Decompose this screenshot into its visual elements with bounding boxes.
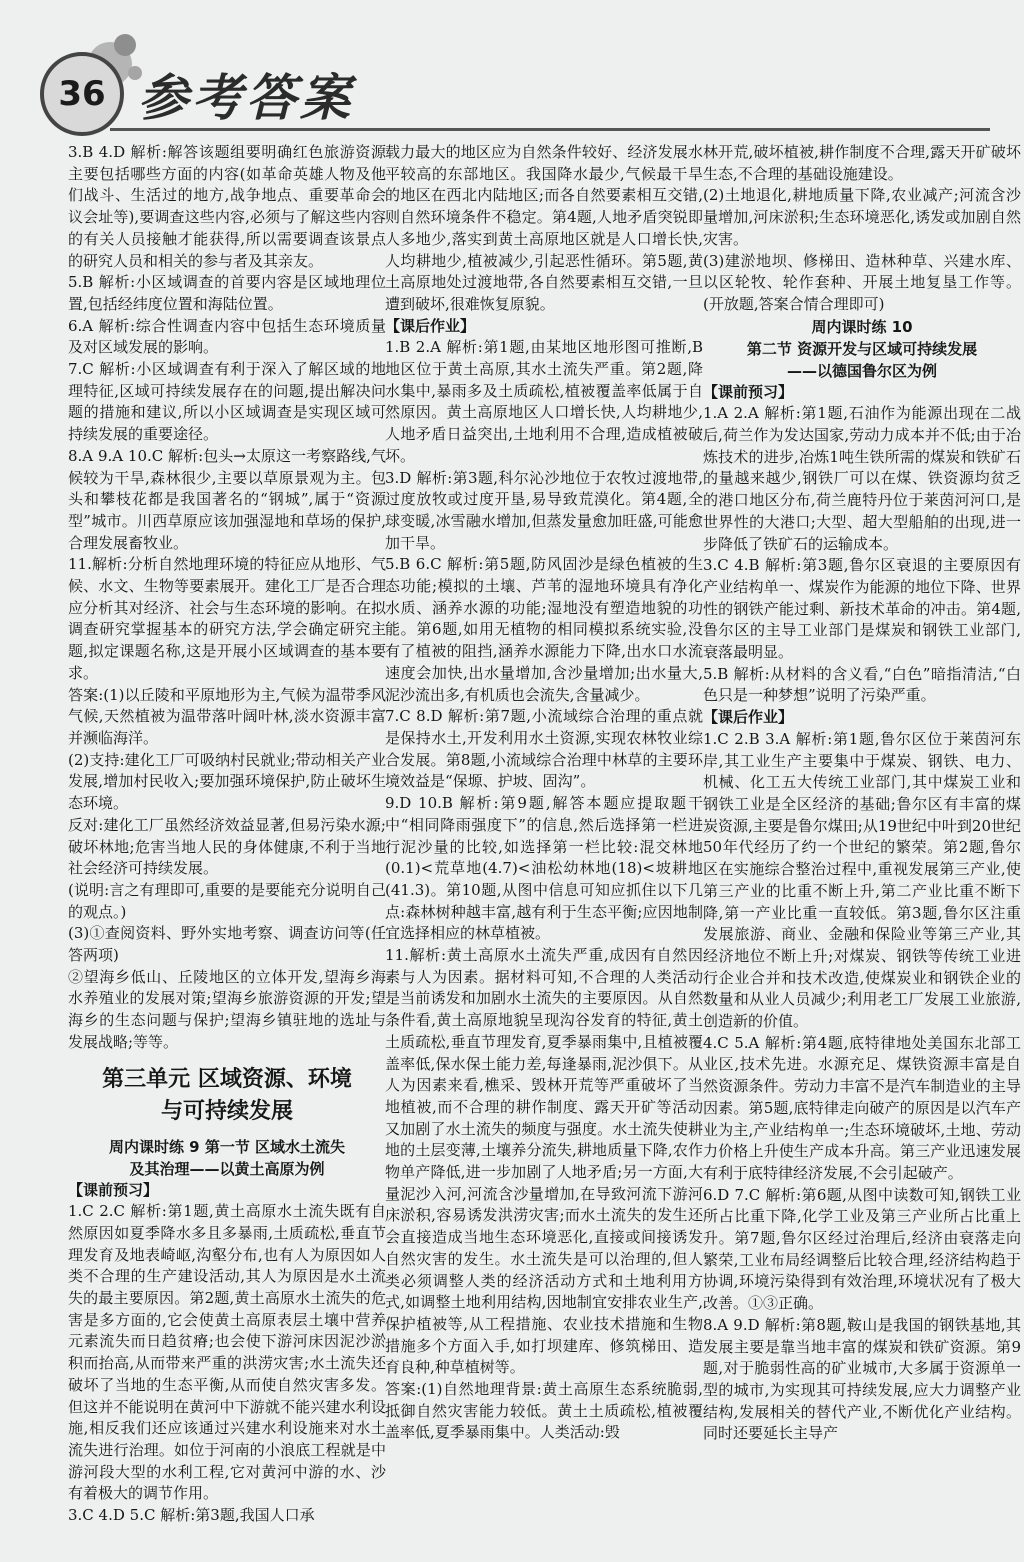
answer-paragraph: 1.C 2.B 3.A 解析:第1题,鲁尔区位于莱茵河东岸,其工业生产主要集中于煤炭、钢铁、电力、机械、化工五大传统工业部门,其中煤炭工业和钢铁工业是全区经济的基础;鲁尔区有丰富的煤炭资源,主要是鲁尔煤田;从19世纪中叶到20世纪50年代经历了约一个世纪的繁荣。第2题,鲁尔区在实施综合整治过程中,重视发展第三产业,使第三产业的比重不断上升,第二产业比重不断下降,第一产业比重一直较低。第3题,鲁尔区注重发展旅游、商业、金融和保险业等第三产业,其经济地位不断上升;对煤炭、钢铁等传统工业进行企业合并和技术改造,使煤炭业和钢铁企业的数量和从业人员减少;利用老工厂发展工业旅游,创造新的价值。 [703,729,1021,1031]
page-number: 36 [58,74,106,114]
header-title: 参考答案 [138,69,354,127]
answer-paragraph: 7.C 8.D 解析:第7题,小流域综合治理的重点就是保持水土,开发利用水土资源,实现农林牧业综合发展。第8题,小流域综合治理中林草的主要环境效益是“保塬、护坡、固沟”。 [385,707,703,791]
answer-paragraph: 8.A 9.A 10.C 解析:包头→太原这一考察路线,气候较为干旱,森林很少,主要以草原景观为主。包头和攀枝花都是我国著名的“钢城”,属于“资源型”城市。川西草原应该加强湿地和草场的保护,合理发展畜牧业。 [68,446,386,552]
answer-paragraph: 答案:(1)自然地理背景:黄土高原生态系统脆弱,抵御自然灾害能力较低。黄土土质疏松,植被覆盖率低,夏季暴雨集中。人类活动:毁 [385,1380,703,1442]
answer-paragraph: 反对:建化工厂虽然经济效益显著,但易污染水源;破坏林地;危害当地人民的身体健康,不利于当地社会经济可持续发展。 [68,815,386,878]
answer-paragraph: 载力最大的地区应为自然条件较好、经济发展水平较高的东部地区。我国降水最少,气候最干旱的地区在西北内陆地区;而各自然要素相互交错,则自然环境条件不稳定。第4题,人地矛盾突锐即人多地少,落实到黄土高原地区就是人口增长快,人均耕地少,植被减少,引起恶性循环。第5题,黄土高原地处过渡地带,各自然要素相互交错,一旦遭到破坏,很难恢复原貌。 [385,143,703,313]
answer-paragraph: 9.D 10.B 解析:第9题,解答本题应提取题干中“相同降雨强度下”的信息,然后选择第一栏进行泥沙量的比较,如选择第一栏比较:混交林地(0.1)<荒草地(4.7)<油松幼林地(18)<坡耕地(41.3)。第10题,从图中信息可知应抓住以下几点:森林树种越丰富,越有利于生态平衡;应因地制宜选择相应的林草植被。 [385,794,703,943]
answer-paragraph: 6.D 7.C 解析:第6题,从图中读数可知,钢铁工业所占比重下降,化学工业及第三产业所占比重上升。第7题,鲁尔区经过治理后,经济由衰落走向繁荣,工业布局经调整后比较合理,经济结构趋于协调,环境污染得到有效治理,环境状况有了极大改善。①③正确。 [703,1185,1021,1313]
answer-paragraph: 林开荒,破坏植被,耕作制度不合理,露天开矿破坏生态,不合理的基础设施建设。 [703,143,1021,183]
section-title [703,316,1021,382]
section-title-line: ——以德国鲁尔区为例 [786,361,937,380]
answer-paragraph: 1.C 2.C 解析:第1题,黄土高原水土流失既有自然原因如夏季降水多且多暴雨,土质疏松,垂直节理发育及地表崎岖,沟壑分布,也有人为原因如人类不合理的生产建设活动,其人为原因是水土流失的最主要原因。第2题,黄土高原水土流失的危害是多方面的,它会使黄土高原表层土壤中营养元素流失而日趋贫瘠;也会使下游河床因泥沙淤积而抬高,从而带来严重的洪涝灾害;水土流失还破坏了当地的生态平衡,从而使自然灾害多发。但这并不能说明在黄河中下游就不能兴建水利设施,相反我们还应该通过兴建水利设施来对水土流失进行治理。如位于河南的小浪底工程就是中游河段大型的水利工程,它对黄河中游的水、沙有着极大的调节作用。 [68,1202,386,1503]
answer-paragraph: 5.B 解析:小区域调查的首要内容是区域地理位置,包括经纬度位置和海陆位置。 [68,273,386,313]
answer-paragraph: 3.B 4.D 解析:解答该题组要明确红色旅游资源主要包括哪些方面的内容(如革命英雄人物及他们战斗、生活过的地方,战争地点、重要革命会议会址等),要调查这些内容,必须与了解这些内容的有关人员接触才能获得,所以需要调查该景点的研究人员和相关的参与者及其亲友。 [68,143,386,270]
answer-paragraph: (说明:言之有理即可,重要的是要能充分说明自己的观点。) [68,880,386,921]
answer-paragraph: 11.解析:分析自然地理环境的特征应从地形、气候、水文、生物等要素展开。建化工厂是否合理应分析其对经济、社会与生态环境的影响。在拟调查研究掌握基本的研究方法,学会确定研究主题,拟定课题名称,这是开展小区域调查的基本要求。 [68,555,386,682]
answer-paragraph: 1.A 2.A 解析:第1题,石油作为能源出现在二战后,荷兰作为发达国家,劳动力成本并不低;由于冶炼技术的进步,冶炼1吨生铁所需的煤炭和铁矿石的量越来越少,钢铁厂可以在煤、铁资源均贫乏的港口地区分布,荷兰鹿特丹位于莱茵河河口,是世界性的大港口;大型、超大型船舶的出现,进一步降低了铁矿石的运输成本。 [703,404,1021,553]
column-middle [385,142,703,1444]
answer-paragraph: 5.B 解析:从材料的含义看,“白色”暗指清洁,“白色只是一种梦想”说明了污染严重。 [703,664,1021,705]
post-class-label: 【 课后作业 】 [385,316,703,338]
answer-paragraph: 11.解析:黄土高原水土流失严重,成因有自然因素与人为因素。据材料可知,不合理的人类活动是当前诱发和加剧水土流失的主要原因。从自然条件看,黄土高原地貌呈现沟谷发育的特征,黄土土质疏松,垂直节理发育,夏季暴雨集中,且植被覆盖率低,保水保土能力差,每逢暴雨,泥沙俱下。从人为因素来看,樵采、毁林开荒等严重破坏了当地植被,而不合理的耕作制度、露天开矿等活动又加剧了水土流失的频度与强度。水土流失使耕地的土层变薄,土壤养分流失,耕地质量下降,农作物单产降低,进一步加剧了人地矛盾;另一方面,大量泥沙入河,河流含沙量增加,在导致河流下游河床淤积,容易诱发洪涝灾害;而水土流失的发生还会直接造成当地生态环境恶化,直接或间接诱发自然灾害的发生。水土流失是可以治理的,但人类必须调整人类的经济活动方式和土地利用方式,如调整土地利用结构,因地制宜安排农业生产,保护植被等,从工程措施、农业技术措施和生物措施多个方面入手,如打坝建库、修筑梯田、造育良种,种草植树等。 [385,946,703,1377]
page-number-badge [40,52,124,136]
answer-paragraph: (3)建淤地坝、修梯田、造林种草、兴建水库、以区轮牧、轮作套种、开展土地复垦工作等。(开放题,答案合情合理即可) [703,251,1021,313]
answer-paragraph: 1.B 2.A 解析:第1题,由某地区地形图可推断,B地区位于黄土高原,其水土流失严重。第2题,降水集中,暴雨多及土质疏松,植被覆盖率低属于自然原因。黄土高原地区人口增长快,人均耕地少,人地矛盾日益突出,土地利用不合理,造成植被破坏。 [385,338,703,465]
pre-class-label: 【 课前预习 】 [703,382,1021,404]
post-class-label: 【 课后作业 】 [703,707,1021,729]
section-title-line: 周内课时练 10 [811,317,913,336]
answer-paragraph: 7.C 解析:小区域调查有利于深入了解区域的地理特征,区域可持续发展存在的问题,提出解决问题的措施和建议,所以小区域调查是实现区域可持续发展的重要途径。 [68,360,386,444]
section-title-line: 及其治理——以黄土高原为例 [129,1159,325,1178]
section-title [68,1136,386,1180]
answer-paragraph: 3.D 解析:第3题,科尔沁沙地位于农牧过渡地带,过度放牧或过度开垦,易导致荒漠化。第4题,全球变暖,冰雪融水增加,但蒸发量愈加旺盛,可能愈加干旱。 [385,468,703,552]
unit-title-line: 第三单元 区域资源、环境 [102,1066,352,1092]
section-title-line: 周内课时练 9 第一节 区域水土流失 [108,1137,346,1156]
answer-paragraph: 4.C 5.A 解析:第4题,底特律地处美国东北部工业区,技术先进。水源充足、煤铁资源丰富是自然资源条件。劳动力丰富不是汽车制造业的主导因素。第5题,底特律走向破产的原因是以汽车产业为主,产业结构单一;生态环境破坏,土地、劳动力价格上升使生产成本升高。第三产业迅速发展有利于底特律经济发展,不会引起破产。 [703,1033,1021,1182]
answer-paragraph: 答案:(1)以丘陵和平原地形为主,气候为温带季风气候,天然植被为温带落叶阔叶林,淡水资源丰富并濒临海洋。 [68,685,386,747]
header-divider [110,128,990,131]
answer-paragraph: (2)土地退化,耕地质量下降,农业减产;河流含沙量增加,河床淤积;生态环境恶化,诱发或加剧自然灾害。 [703,186,1021,248]
column-right [703,142,1021,1445]
answer-paragraph: 8.A 9.D 解析:第8题,鞍山是我国的钢铁基地,其发展主要是靠当地丰富的煤炭和铁矿资源。第9题,对于脆弱性高的矿业城市,大多属于资源单一型的城市,为实现其可持续发展,应大力调整产业结构,发展相关的替代产业,不断优化产业结构。同时还要延长主导产 [703,1315,1021,1443]
answer-paragraph: 3.C 4.D 5.C 解析:第3题,我国人口承 [68,1506,315,1525]
unit-title [68,1064,386,1128]
answer-paragraph: (3)①查阅资料、野外实地考察、调查访问等(任答两项) [68,924,386,965]
answer-paragraph: ②望海乡低山、丘陵地区的立体开发,望海乡海水养殖业的发展对策;望海乡旅游资源的开发;望海乡的生态问题与保护;望海乡镇驻地的选址与发展战略;等等。 [68,967,386,1051]
answer-paragraph: 3.C 4.B 解析:第3题,鲁尔区衰退的主要原因有产业结构单一、煤炭作为能源的地位下降、世界性的钢铁产能过剩、新技术革命的冲击。第4题,鲁尔区的主导工业部门是煤炭和钢铁工业部门,衰落最明显。 [703,556,1021,662]
page-header [0,0,1024,140]
decor-circle-small [114,34,136,56]
column-left [68,142,386,1527]
section-title-line: 第二节 资源开发与区域可持续发展 [746,339,978,358]
answer-paragraph: 5.B 6.C 解析:第5题,防风固沙是绿色植被的生态功能;模拟的土壤、芦苇的湿地环境具有净化水质、涵养水源的功能;湿地没有塑造地貌的功能。第6题,如用无植物的相同模拟系统实验,没有了植被的阻挡,涵养水源能力下降,出水口水流速度会加快,出水量增加,含沙量增加;出水量大,泥沙流出多,有机质也会流失,含量减少。 [385,555,703,704]
pre-class-label: 【 课前预习 】 [68,1180,386,1202]
answer-paragraph: 6.A 解析:综合性调查内容中包括生态环境质量及对区域发展的影响。 [68,316,386,357]
unit-title-line: 与可持续发展 [160,1098,293,1124]
answer-paragraph: (2)支持:建化工厂可吸纳村民就业;带动相关产业发展,增加村民收入;要加强环境保护,防止破坏生态环境。 [68,750,386,813]
